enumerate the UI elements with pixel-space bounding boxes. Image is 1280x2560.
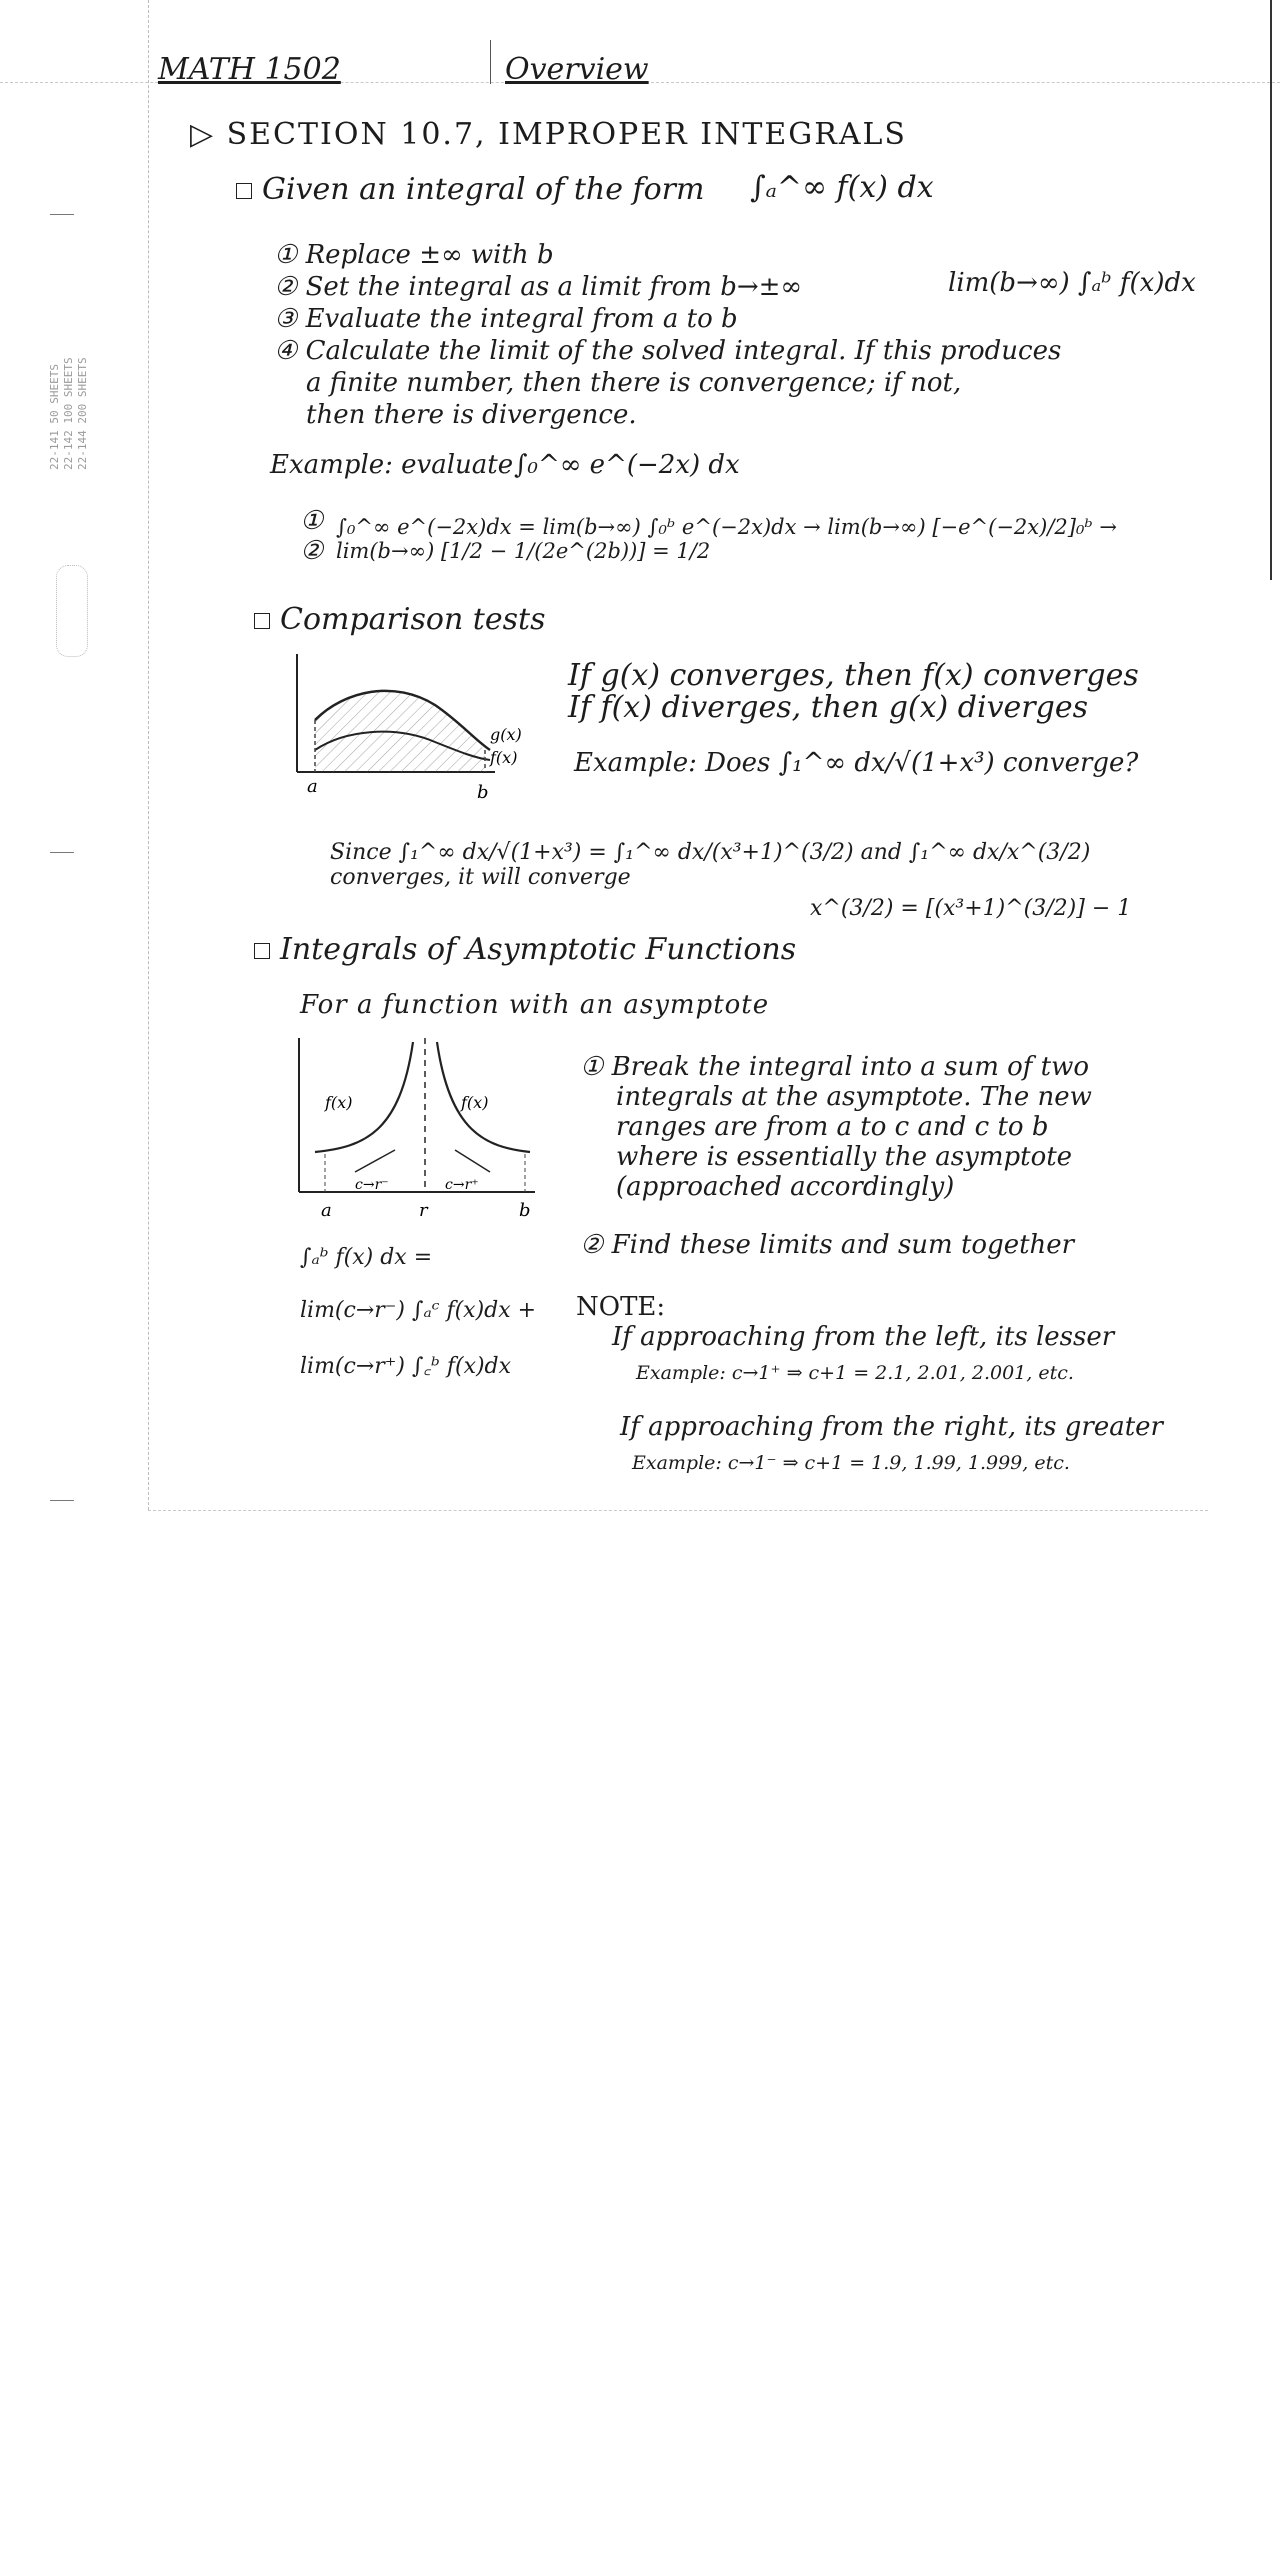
step-1: ① Replace ±∞ with b bbox=[274, 240, 554, 270]
note-left-example: Example: c→1⁺ ⇒ c+1 = 2.1, 2.01, 2.001, etc. bbox=[636, 1362, 1074, 1384]
comparison-rule-1: If g(x) converges, then f(x) converges bbox=[568, 658, 1139, 693]
margin-line bbox=[148, 0, 149, 1510]
asymptotic-step1-line3: ranges are from a to c and c to b bbox=[616, 1112, 1049, 1142]
improper-heading bbox=[236, 172, 704, 207]
graph-label-f-left: f(x) bbox=[325, 1093, 353, 1112]
pad-label: 22-141 50 SHEETS bbox=[48, 364, 61, 470]
comparison-example: Example: Does ∫₁^∞ dx/√(1+x³) converge? bbox=[574, 748, 1139, 778]
improper-form: ∫ₐ^∞ f(x) dx bbox=[750, 170, 934, 205]
comparison-heading-text: Comparison tests bbox=[280, 602, 546, 637]
asymptotic-step1-line2: integrals at the asymptote. The new bbox=[616, 1082, 1092, 1112]
graph-label-b: b bbox=[519, 1200, 531, 1221]
checkbox-icon bbox=[254, 613, 270, 629]
step-3: ③ Evaluate the integral from a to b bbox=[274, 304, 738, 334]
graph-label-a: a bbox=[321, 1200, 332, 1221]
margin-tick bbox=[50, 1500, 74, 1501]
area-under-g bbox=[315, 691, 485, 772]
example-marker-1: ① bbox=[300, 506, 324, 536]
asymptotic-formula-3: lim(c→r⁺) ∫꜀ᵇ f(x)dx bbox=[300, 1354, 512, 1379]
asymptotic-intro: For a function with an asymptote bbox=[300, 990, 770, 1020]
asymptotic-heading bbox=[254, 932, 796, 967]
section-title: ▷ SECTION 10.7, IMPROPER INTEGRALS bbox=[190, 117, 907, 152]
step-4: ④ Calculate the limit of the solved integral. If this produces bbox=[274, 336, 1062, 366]
comparison-graph bbox=[285, 650, 545, 800]
pad-label: 22-142 100 SHEETS bbox=[62, 357, 75, 470]
asymptotic-step1-line5: (approached accordingly) bbox=[616, 1172, 955, 1202]
checkbox-icon bbox=[254, 943, 270, 959]
step-4-cont: a finite number, then there is convergence; if not, bbox=[306, 368, 962, 398]
asymptotic-step1-line4: where is essentially the asymptote bbox=[616, 1142, 1073, 1172]
example-marker-2: ② bbox=[300, 536, 324, 566]
page-title: Overview bbox=[505, 52, 649, 87]
asymptotic-formula-1: ∫ₐᵇ f(x) dx = bbox=[300, 1245, 433, 1270]
graph-label-f: f(x) bbox=[490, 748, 518, 767]
margin-tick bbox=[50, 214, 74, 215]
improper-heading-text: Given an integral of the form bbox=[262, 172, 705, 207]
checkbox-icon bbox=[236, 183, 252, 199]
pad-logo bbox=[56, 565, 88, 657]
asymptotic-step1-line1: ① Break the integral into a sum of two bbox=[580, 1052, 1090, 1082]
note-left: If approaching from the left, its lesser bbox=[612, 1322, 1115, 1352]
note-label: NOTE: bbox=[576, 1292, 666, 1322]
bottom-rule bbox=[148, 1510, 1208, 1511]
example-label: Example: evaluate bbox=[270, 450, 514, 480]
graph-label-f-right: f(x) bbox=[461, 1093, 489, 1112]
comparison-heading bbox=[254, 602, 545, 637]
graph-label-g: g(x) bbox=[490, 725, 522, 744]
graph-label-c-right: c→r⁺ bbox=[445, 1177, 479, 1193]
asymptotic-heading-text: Integrals of Asymptotic Functions bbox=[280, 932, 797, 967]
limit-form: lim(b→∞) ∫ₐᵇ f(x)dx bbox=[948, 268, 1196, 298]
page-edge bbox=[1270, 0, 1272, 580]
step-2: ② Set the integral as a limit from b→±∞ bbox=[274, 272, 803, 302]
comparison-since: Since ∫₁^∞ dx/√(1+x³) = ∫₁^∞ dx/(x³+1)^(3/2) and ∫₁^∞ dx/x^(3/2) converges, it will converge bbox=[330, 840, 1091, 890]
pad-label: 22-144 200 SHEETS bbox=[76, 357, 89, 470]
graph-label-c-left: c→r⁻ bbox=[355, 1177, 389, 1193]
comparison-rule-2: If f(x) diverges, then g(x) diverges bbox=[568, 690, 1088, 725]
asymptotic-step2: ② Find these limits and sum together bbox=[580, 1230, 1075, 1260]
graph-label-b: b bbox=[477, 782, 489, 800]
example-integral: ∫₀^∞ e^(−2x) dx bbox=[514, 450, 740, 480]
example-work: ∫₀^∞ e^(−2x)dx = lim(b→∞) ∫₀ᵇ e^(−2x)dx → lim(b→∞) [−e^(−2x)/2]₀ᵇ → lim(b→∞) [1/2 − 1/(2e^(2b))] = 1/2 bbox=[336, 515, 1118, 563]
asymptotic-formula-2: lim(c→r⁻) ∫ₐᶜ f(x)dx + bbox=[300, 1298, 537, 1323]
graph-label-a: a bbox=[307, 776, 318, 797]
header-divider bbox=[490, 40, 491, 84]
course-code: MATH 1502 bbox=[158, 52, 341, 87]
note-right: If approaching from the right, its greater bbox=[620, 1412, 1163, 1442]
step-4-cont2: then there is divergence. bbox=[306, 400, 637, 430]
graph-label-r: r bbox=[419, 1200, 428, 1221]
margin-tick bbox=[50, 852, 74, 853]
note-right-example: Example: c→1⁻ ⇒ c+1 = 1.9, 1.99, 1.999, etc. bbox=[632, 1452, 1070, 1474]
comparison-note: x^(3/2) = [(x³+1)^(3/2)] − 1 bbox=[810, 896, 1132, 921]
asymptote-graph bbox=[285, 1032, 555, 1222]
